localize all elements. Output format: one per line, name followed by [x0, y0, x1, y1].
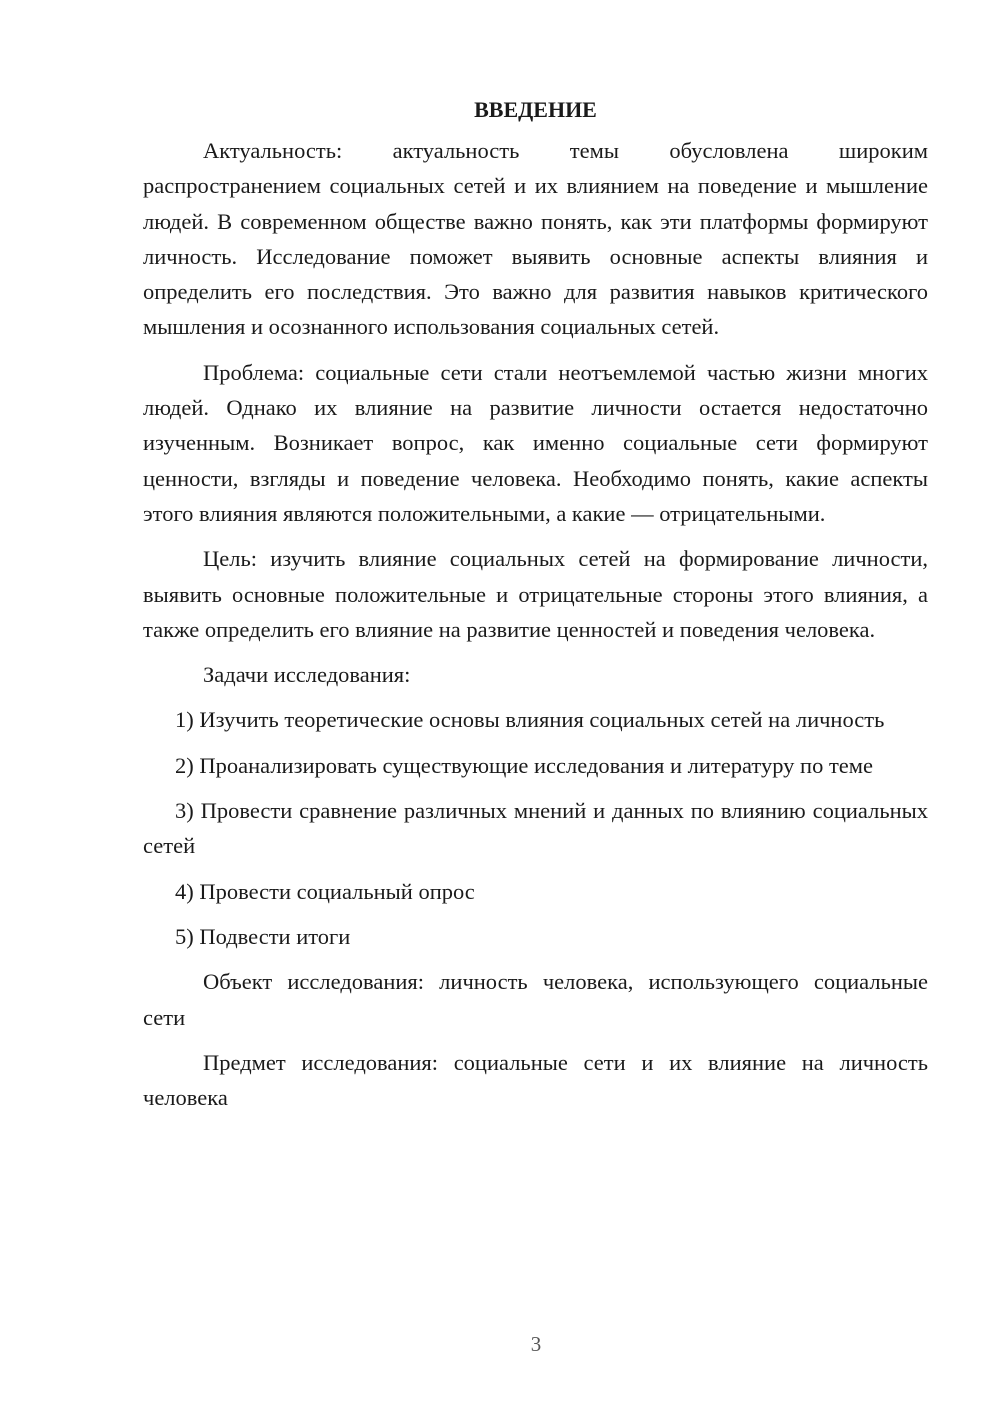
page-number: 3 [530, 1332, 542, 1356]
task-item-5: 5) Подвести итоги [175, 923, 351, 949]
object-paragraph: Объект исследования: личность человека, использующего социальные сети [143, 969, 928, 1030]
tasks-list [143, 702, 928, 954]
task-item-2: 2) Проанализировать существующие исследования и литературу по теме [175, 752, 873, 778]
task-item-1: 1) Изучить теоретические основы влияния социальных сетей на личность [175, 707, 885, 733]
problem-paragraph: Проблема: социальные сети стали неотъемлемой частью жизни многих людей. Однако их влияние на развитие личности остается недостаточно изученным. Возникает вопрос, как именно социальные сети формируют ценности, взгляды и поведение человека. Необходимо понять, какие аспекты этого влияния являются положительными, а какие — отрицательными. [143, 359, 928, 526]
page-title: ВВЕДЕНИЕ [474, 97, 597, 122]
task-item-4: 4) Провести социальный опрос [175, 878, 475, 904]
tasks-heading: Задачи исследования: [203, 662, 411, 688]
subject-paragraph: Предмет исследования: социальные сети и их влияние на личность человека [143, 1049, 928, 1111]
task-item-3: 3) Провести сравнение различных мнений и данных по влиянию социальных сетей [143, 798, 928, 859]
relevance-paragraph: Актуальность: актуальность темы обусловлена широким распространением социальных сетей и их влиянием на поведение и мышление людей. В современном обществе важно понять, как эти платформы формируют личность. Исследование поможет выявить основные аспекты влияния и определить его последствия. Это важно для развития навыков критического мышления и осознанного использования социальных сетей. [143, 138, 928, 340]
page-content [143, 92, 928, 1125]
goal-paragraph: Цель: изучить влияние социальных сетей на формирование личности, выявить основные положительные и отрицательные стороны этого влияния, а также определить его влияние на развитие ценностей и поведения человека. [143, 546, 928, 642]
